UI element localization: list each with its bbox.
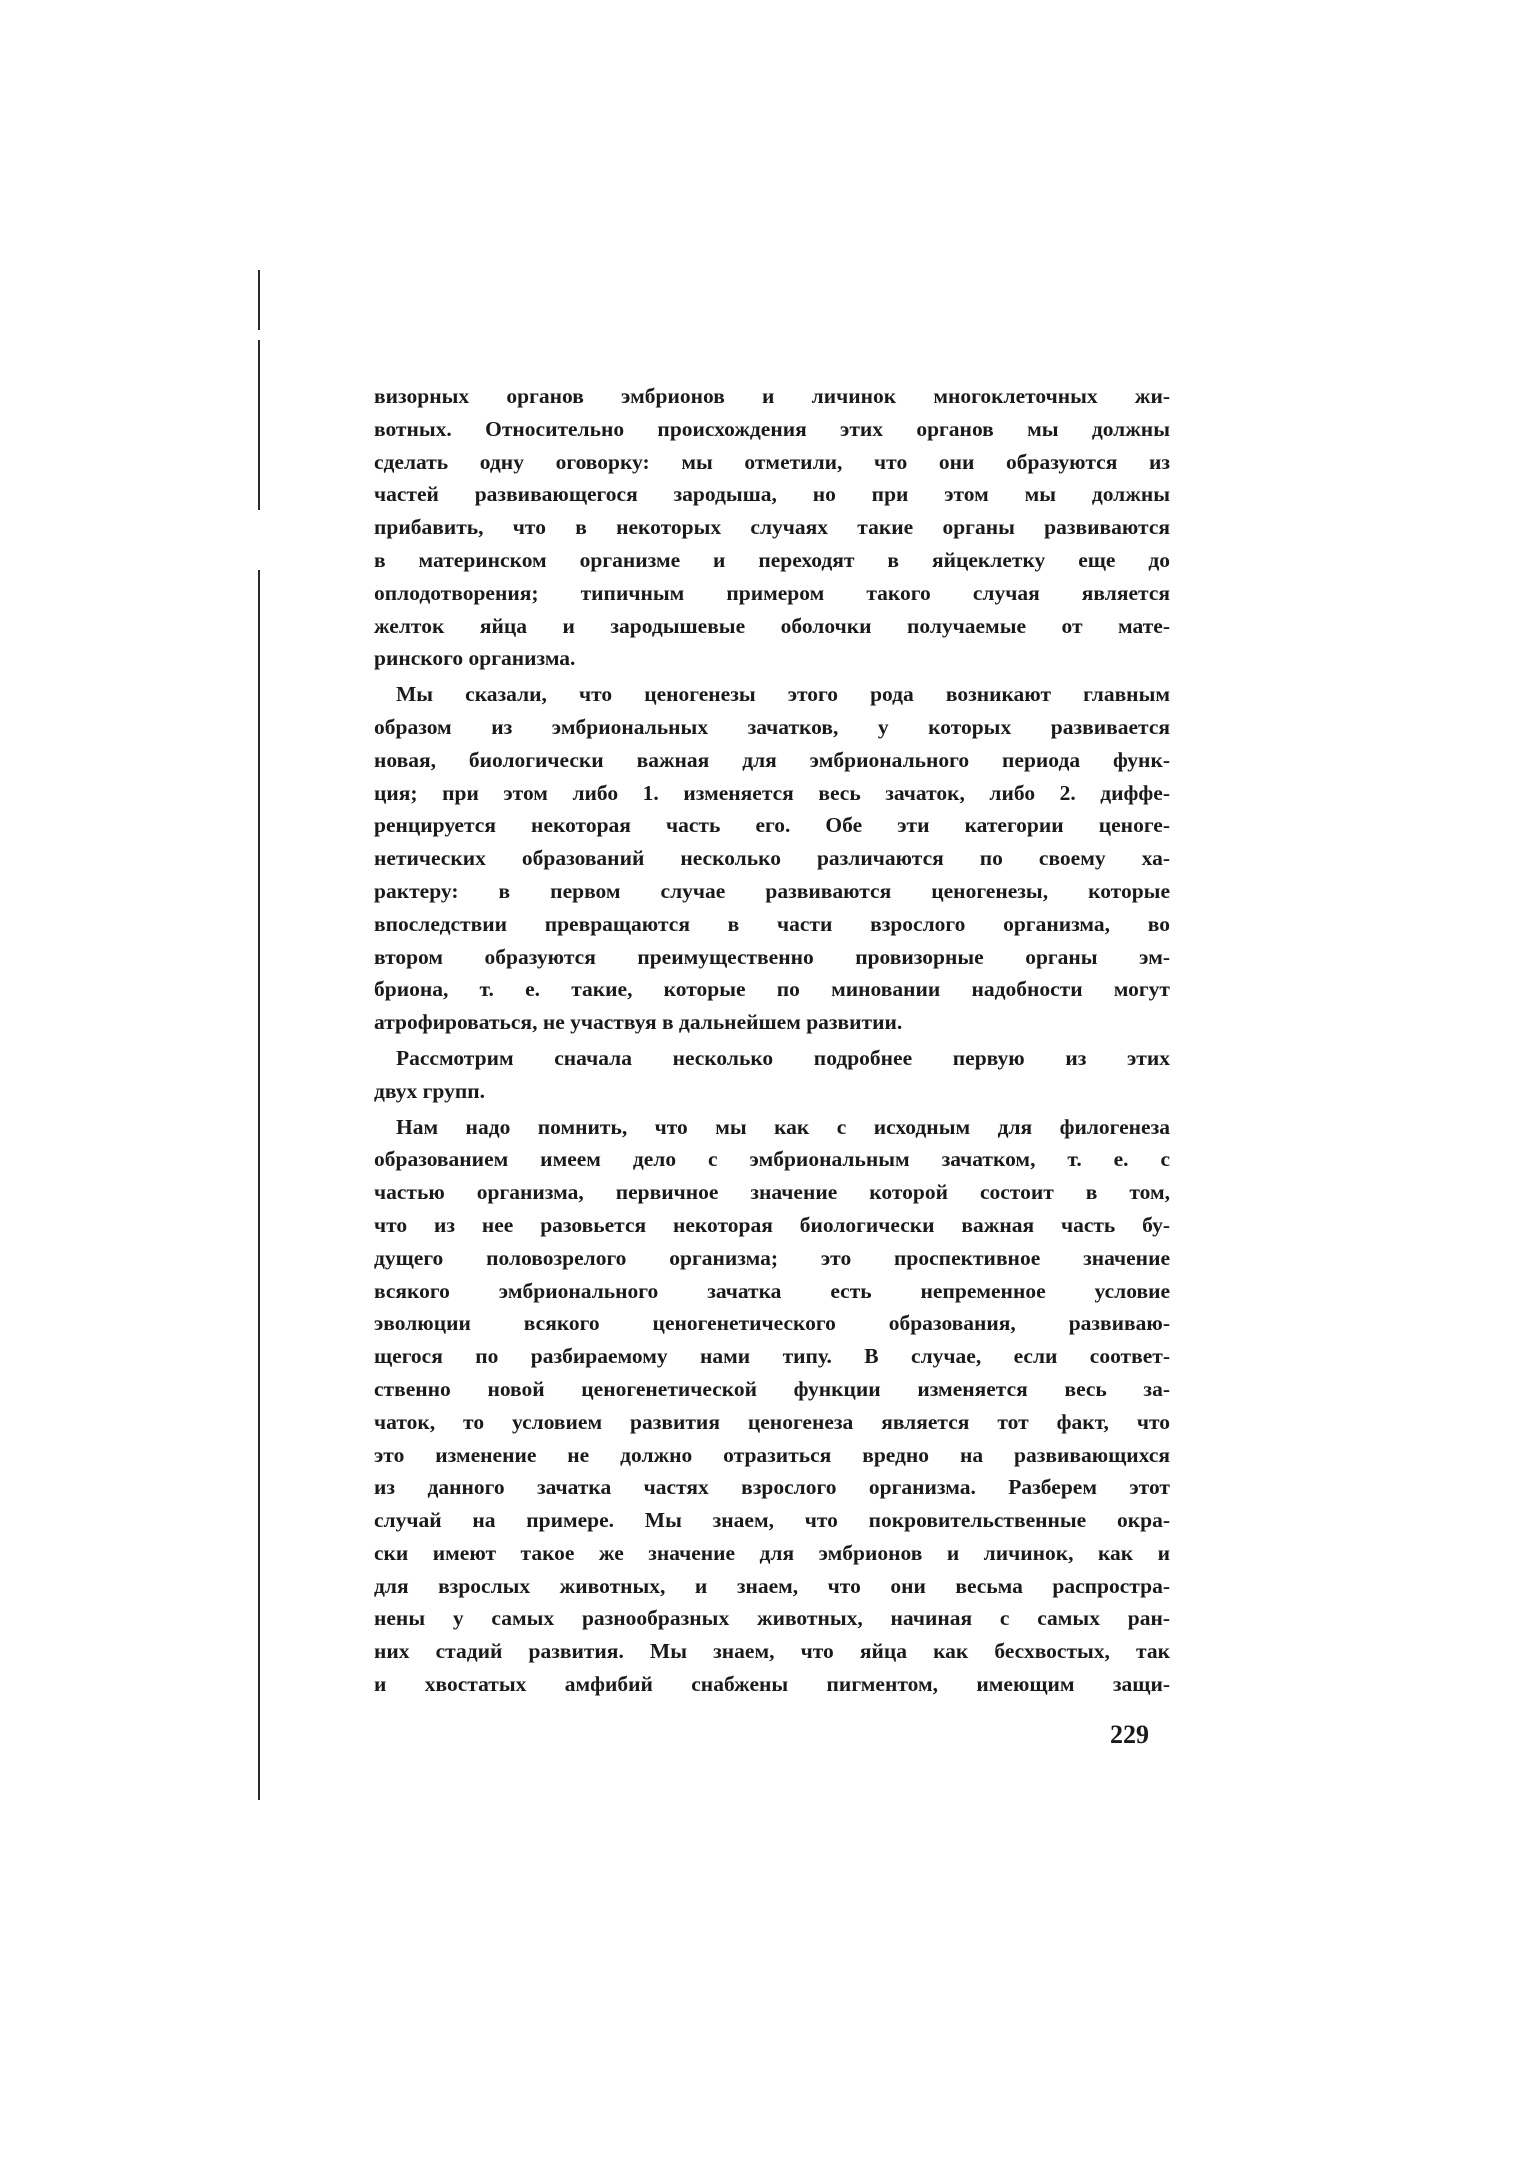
text-line: ция; при этом либо 1. изменяется весь зачаток, либо 2. диффе- — [374, 780, 1170, 805]
text-line: щегося по разбираемому нами типу. В случае, если соответ- — [374, 1344, 1170, 1369]
text-line: желток яйца и зародышевые оболочки получаемые от мате- — [374, 613, 1170, 638]
page-number: 229 — [1110, 1720, 1149, 1749]
text-line: частей развивающегося зародыша, но при этом мы должны — [374, 482, 1170, 507]
text-line: для взрослых животных, и знаем, что они весьма распростра- — [374, 1573, 1170, 1598]
text-line: и хвостатых амфибий снабжены пигментом, имеющим защи- — [374, 1672, 1170, 1697]
text-line: бриона, т. е. такие, которые по миновании надобности могут — [374, 977, 1170, 1002]
text-line: них стадий развития. Мы знаем, что яйца как бесхвостых, так — [374, 1639, 1170, 1664]
paragraph — [374, 1042, 1170, 1108]
paragraph — [374, 678, 1170, 1039]
binding-shadow-line — [258, 270, 260, 330]
text-line: ринского организма. — [374, 646, 576, 671]
text-line: в материнском организме и переходят в яйцеклетку еще до — [374, 547, 1170, 572]
text-line: Рассмотрим сначала несколько подробнее первую из этих — [396, 1045, 1170, 1070]
text-line: чаток, то условием развития ценогенеза является тот факт, что — [374, 1409, 1170, 1434]
binding-shadow-line — [258, 570, 260, 1800]
text-line: частью организма, первичное значение которой состоит в том, — [374, 1180, 1170, 1205]
text-line: образом из эмбриональных зачатков, у которых развивается — [374, 714, 1170, 739]
text-line: сделать одну оговорку: мы отметили, что они образуются из — [374, 449, 1170, 474]
text-line: дущего половозрелого организма; это проспективное значение — [374, 1245, 1170, 1270]
text-line: Нам надо помнить, что мы как с исходным для филогенеза — [396, 1114, 1170, 1139]
text-line: рактеру: в первом случае развиваются ценогенезы, которые — [374, 878, 1170, 903]
text-line: эволюции всякого ценогенетического образования, развиваю- — [374, 1311, 1170, 1336]
text-line: новая, биологически важная для эмбрионального периода функ- — [374, 747, 1170, 772]
text-line: втором образуются преимущественно провизорные органы эм- — [374, 944, 1170, 969]
text-line: ски имеют такое же значение для эмбрионов и личинок, как и — [374, 1540, 1170, 1565]
binding-shadow-line — [258, 340, 260, 510]
text-line: ренцируется некоторая часть его. Обе эти категории ценоге- — [374, 813, 1170, 838]
paragraph — [374, 1111, 1170, 1701]
text-line: случай на примере. Мы знаем, что покровительственные окра- — [374, 1508, 1170, 1533]
text-line: всякого эмбрионального зачатка есть непременное условие — [374, 1278, 1170, 1303]
text-line: вотных. Относительно происхождения этих органов мы должны — [374, 416, 1170, 441]
text-line: двух групп. — [374, 1078, 485, 1103]
text-line: что из нее разовьется некоторая биологически важная часть бу- — [374, 1212, 1170, 1237]
text-line: оплодотворения; типичным примером такого случая является — [374, 580, 1170, 605]
text-line: Мы сказали, что ценогенезы этого рода возникают главным — [396, 682, 1170, 707]
text-line: прибавить, что в некоторых случаях такие органы развиваются — [374, 515, 1170, 540]
text-line: нены у самых разнообразных животных, начиная с самых ран- — [374, 1606, 1170, 1631]
text-line: это изменение не должно отразиться вредно на развивающихся — [374, 1442, 1170, 1467]
text-line: из данного зачатка частях взрослого организма. Разберем этот — [374, 1475, 1170, 1500]
text-line: ственно новой ценогенетической функции изменяется весь за- — [374, 1376, 1170, 1401]
text-line: нетических образований несколько различаются по своему ха- — [374, 846, 1170, 871]
body-text — [374, 380, 1170, 1701]
text-line: визорных органов эмбрионов и личинок многоклеточных жи- — [374, 384, 1170, 408]
text-line: образованием имеем дело с эмбриональным зачатком, т. е. с — [374, 1147, 1170, 1172]
text-line: атрофироваться, не участвуя в дальнейшем развитии. — [374, 1010, 903, 1035]
paragraph — [374, 380, 1170, 675]
text-line: впоследствии превращаются в части взрослого организма, во — [374, 911, 1170, 936]
